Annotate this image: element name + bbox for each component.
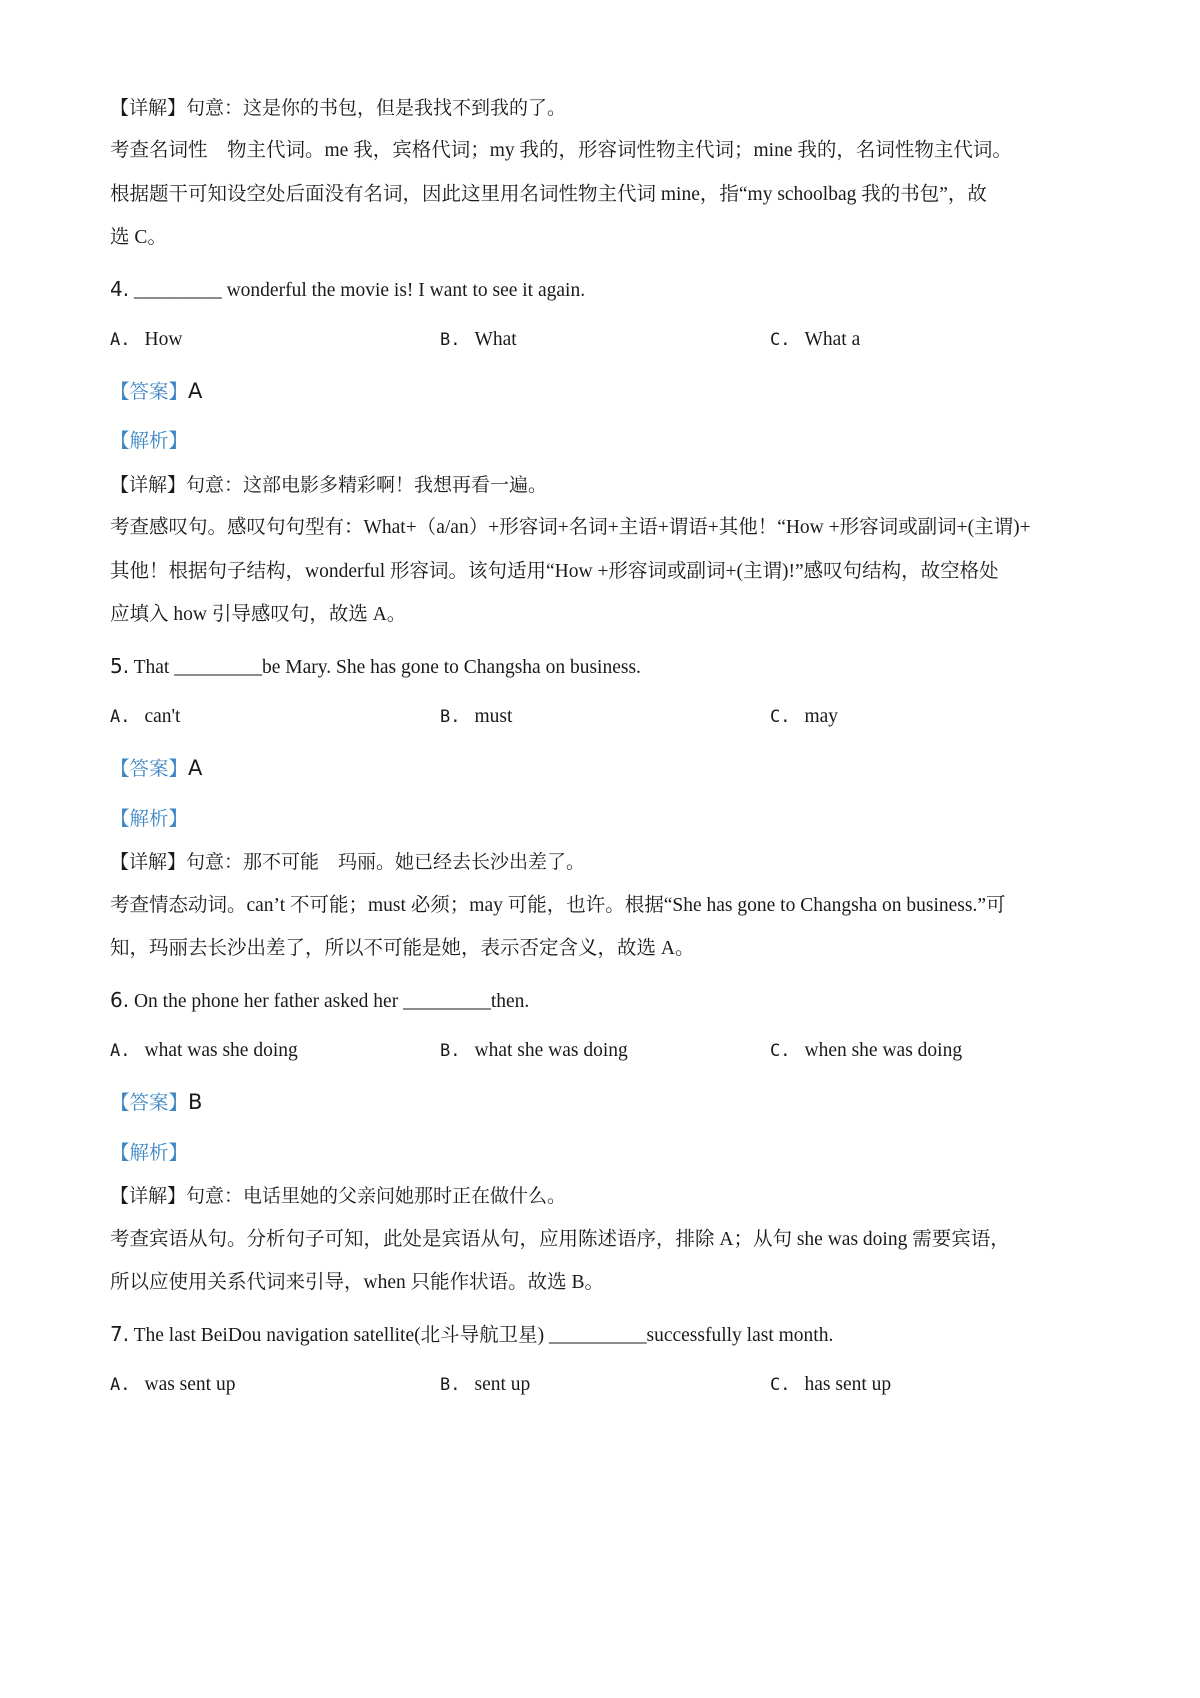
option-text: was sent up xyxy=(144,1374,236,1395)
question-6-explanation-line-2: 所以应使用关系代词来引导，when 只能作状语。故选 B。 xyxy=(110,1272,604,1293)
option-text: must xyxy=(474,706,513,727)
question-5-stem xyxy=(110,652,641,682)
option-a xyxy=(110,702,180,732)
option-c xyxy=(770,702,838,732)
question-4-analysis-label: 【解析】 xyxy=(110,429,189,452)
option-text: What xyxy=(474,329,517,350)
option-letter: A. xyxy=(110,1375,131,1395)
question-number: 6. xyxy=(110,988,130,1012)
question-5-options xyxy=(110,702,1100,732)
option-letter: C. xyxy=(770,1375,791,1395)
option-text: What a xyxy=(804,329,861,350)
question-text: The last BeiDou navigation satellite(北斗导航卫星) __________successfully last month. xyxy=(129,1325,834,1346)
question-5-analysis-label: 【解析】 xyxy=(110,807,189,830)
question-5-detail: 【详解】句意：那不可能 玛丽。她已经去长沙出差了。 xyxy=(110,851,586,873)
question-number: 4. xyxy=(110,277,130,301)
answer-label: 【答案】 xyxy=(110,1091,189,1114)
q3-detail: 【详解】句意：这是你的书包，但是我找不到我的了。 xyxy=(110,97,567,119)
answer-label: 【答案】 xyxy=(110,380,189,403)
answer-value: A xyxy=(188,756,203,780)
option-text: may xyxy=(804,706,839,727)
q3-explanation-line-2: 根据题干可知设空处后面没有名词，因此这里用名词性物主代词 mine，指“my schoolbag 我的书包”，故 xyxy=(110,184,987,205)
question-text: _________ wonderful the movie is! I want to see it again. xyxy=(129,280,586,301)
question-6-answer xyxy=(110,1088,202,1117)
option-c xyxy=(770,1036,962,1066)
question-5-explanation-line-2: 知，玛丽去长沙出差了，所以不可能是她，表示否定含义，故选 A。 xyxy=(110,938,695,959)
question-6-options xyxy=(110,1036,1100,1066)
question-4-explanation-line-2: 其他！根据句子结构，wonderful 形容词。该句适用“How +形容词或副词+(主谓)!”感叹句结构，故空格处 xyxy=(110,561,999,582)
question-7-stem xyxy=(110,1320,833,1350)
option-a xyxy=(110,325,182,355)
option-letter: B. xyxy=(440,707,461,727)
option-b xyxy=(440,325,517,355)
question-6-explanation-line-1: 考查宾语从句。分析句子可知，此处是宾语从句，应用陈述语序，排除 A；从句 she was doing 需要宾语， xyxy=(110,1229,1010,1250)
question-text: That _________be Mary. She has gone to Changsha on business. xyxy=(129,657,641,678)
question-4-explanation-line-3: 应填入 how 引导感叹句，故选 A。 xyxy=(110,604,407,625)
option-letter: A. xyxy=(110,330,131,350)
option-letter: B. xyxy=(440,1041,461,1061)
option-letter: B. xyxy=(440,1375,461,1395)
option-b xyxy=(440,702,512,732)
question-4-explanation-line-1: 考查感叹句。感叹句句型有：What+（a/an）+形容词+名词+主语+谓语+其他！“How +形容词或副词+(主谓)+ xyxy=(110,517,1031,538)
option-a xyxy=(110,1370,235,1400)
option-text: has sent up xyxy=(804,1374,892,1395)
question-7-options xyxy=(110,1370,1100,1400)
option-letter: C. xyxy=(770,1041,791,1061)
option-text: can't xyxy=(144,706,181,727)
option-text: How xyxy=(144,329,183,350)
question-5-explanation-line-1: 考查情态动词。can’t 不可能；must 必须；may 可能，也许。根据“She has gone to Changsha on business.”可 xyxy=(110,895,1006,916)
option-c xyxy=(770,1370,891,1400)
option-b xyxy=(440,1370,530,1400)
q3-explanation-line-1: 考查名词性 物主代词。me 我，宾格代词；my 我的，形容词性物主代词；mine 我的，名词性物主代词。 xyxy=(110,140,1012,161)
question-4-options xyxy=(110,325,1100,355)
q3-explanation-line-3: 选 C。 xyxy=(110,227,167,248)
question-4-detail: 【详解】句意：这部电影多精彩啊！我想再看一遍。 xyxy=(110,474,548,496)
option-a xyxy=(110,1036,298,1066)
question-number: 5. xyxy=(110,654,130,678)
option-letter: C. xyxy=(770,330,791,350)
answer-label: 【答案】 xyxy=(110,757,189,780)
answer-value: A xyxy=(188,379,203,403)
question-6-stem xyxy=(110,986,529,1016)
option-c xyxy=(770,325,860,355)
option-text: when she was doing xyxy=(804,1040,963,1061)
question-6-detail: 【详解】句意：电话里她的父亲问她那时正在做什么。 xyxy=(110,1185,567,1207)
question-4-answer xyxy=(110,377,202,406)
question-number: 7. xyxy=(110,1322,130,1346)
question-4-stem xyxy=(110,275,585,305)
option-b xyxy=(440,1036,628,1066)
question-6-analysis-label: 【解析】 xyxy=(110,1141,189,1164)
option-text: what was she doing xyxy=(144,1040,298,1061)
question-text: On the phone her father asked her _________then. xyxy=(129,991,530,1012)
option-text: sent up xyxy=(474,1374,531,1395)
option-letter: A. xyxy=(110,1041,131,1061)
question-5-answer xyxy=(110,754,202,783)
option-letter: C. xyxy=(770,707,791,727)
option-letter: B. xyxy=(440,330,461,350)
answer-value: B xyxy=(188,1090,203,1114)
option-letter: A. xyxy=(110,707,131,727)
option-text: what she was doing xyxy=(474,1040,628,1061)
